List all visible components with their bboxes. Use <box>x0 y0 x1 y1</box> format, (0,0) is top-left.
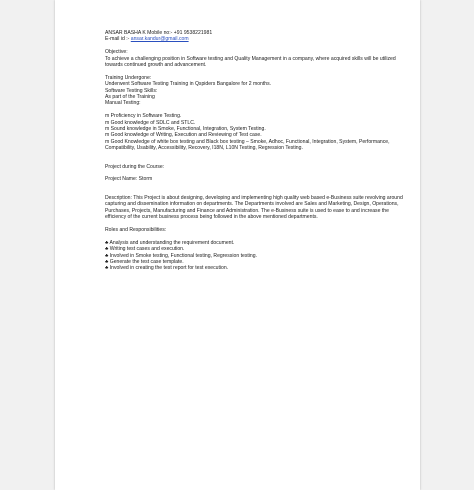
training-heading: Training Undergone: <box>105 74 152 81</box>
project-during-course: Project during the Course: <box>105 163 165 170</box>
skill-item: m Sound knowledge in Smoke, Functional, Integration, System Testing. <box>105 126 266 133</box>
objective-heading: Objective: <box>105 49 128 56</box>
skill-item: m Good knowledge of SDLC and STLC. <box>105 119 196 126</box>
role-item: ♣ Generate the test case template. <box>105 258 184 265</box>
role-item: ♣ Writing test cases and execution. <box>105 246 185 253</box>
training-note: As part of the Training <box>105 94 155 101</box>
resume-content <box>105 30 407 272</box>
roles-heading: Roles and Responsibilities: <box>105 226 167 233</box>
manual-testing-heading: Manual Testing: <box>105 100 141 107</box>
role-item: ♣ Involved in creating the test report for test execution. <box>105 265 229 272</box>
project-name: Project Name: Storm <box>105 176 153 183</box>
email-label: E-mail id :- <box>105 36 130 43</box>
document-page <box>55 0 420 490</box>
skill-item: m Proficiency in Software Testing. <box>105 113 182 120</box>
name-line: ANSAR BASHA K Mobile no:- +91 9538221981 <box>105 30 213 36</box>
role-item: ♣ Involved in Smoke testing, Functional testing, Regression testing. <box>105 252 257 259</box>
training-detail: Underwent Software Testing Training in Qspiders Bangalore for 2 months. <box>105 81 272 88</box>
skill-item: m Good Knowledge of white box testing and Black box testing – Smoke, Adhoc, Functional, Integration, System, Performance, Compatibility, Usability, Accessibility, Recovery, I18N, L10N Testing, Regression Testing. <box>105 138 390 152</box>
skills-heading: Software Testing Skills: <box>105 87 158 94</box>
project-description: Description: This Project is about designing, developing and implementing high quality web based e-Business suite revolving around capturing and dissemination information on departments. The Departments involved are Sales and Marketing, Design, Operations, Purchases, Projects, Manufacturing and Finance and Administration. The e-Business suite is used to ease to and increase the efficiency of the current business process being followed in the above mentioned departments. <box>105 194 403 221</box>
role-item: ♣ Analysis and understanding the requirement document. <box>105 239 235 246</box>
email-link[interactable]: ansar.kandur@gmail.com <box>130 36 189 43</box>
skill-item: m Good knowledge of Writing, Execution and Reviewing of Test case. <box>105 132 262 139</box>
objective-text: To achieve a challenging position in Software testing and Quality Management in a company, where acquired skills will be utilized towards continued growth and advancement. <box>105 55 396 69</box>
